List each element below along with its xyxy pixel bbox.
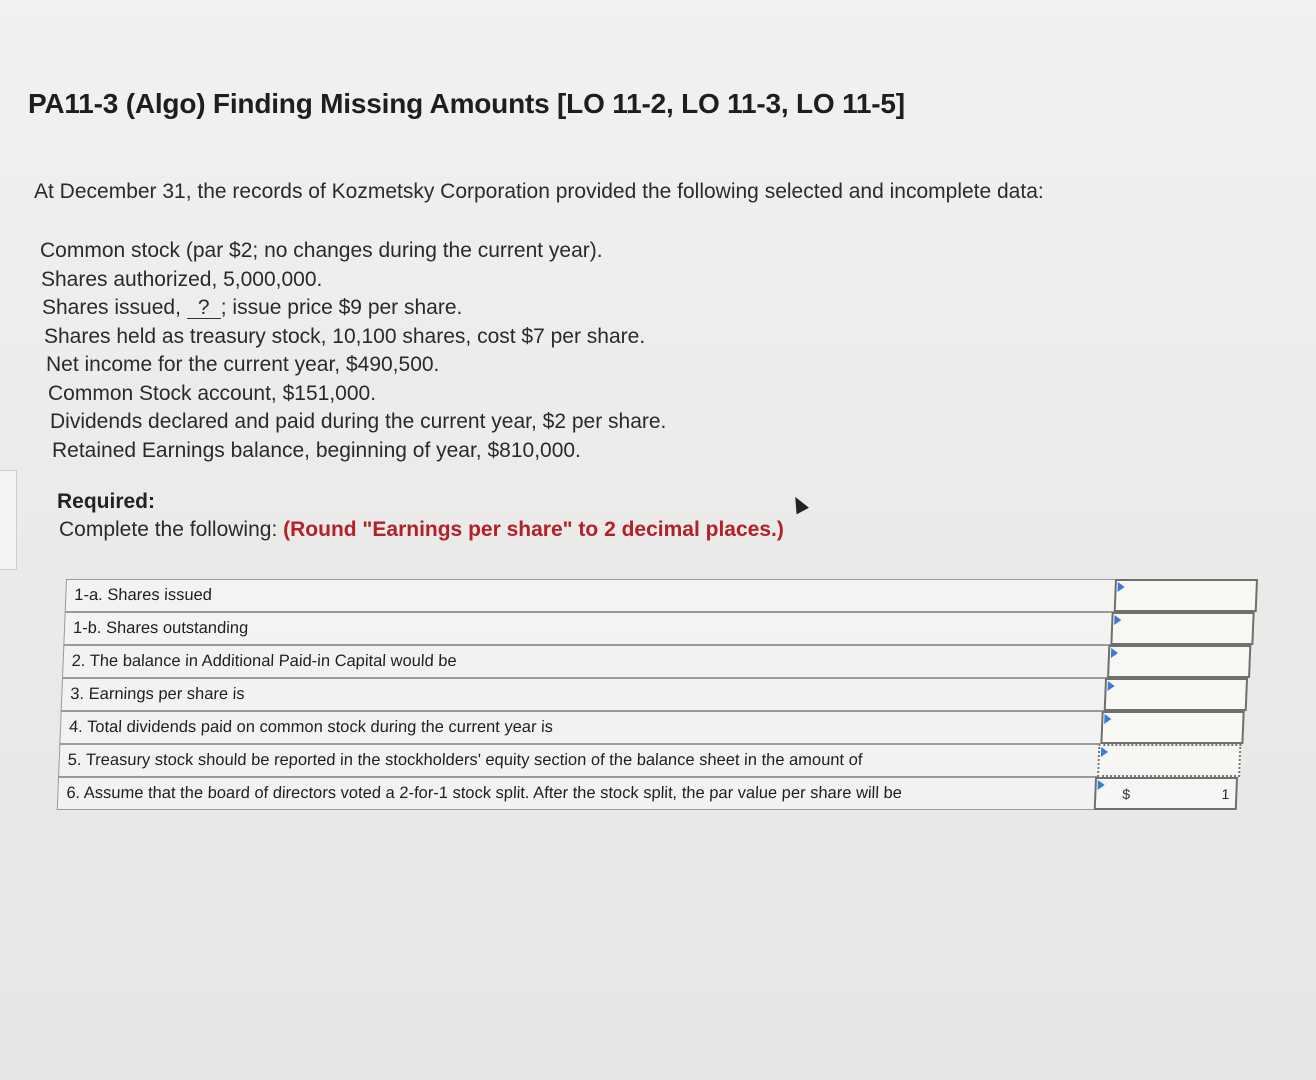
question-label-4: 4. Total dividends paid on common stock during the current year is xyxy=(59,711,1101,744)
problem-title: PA11-3 (Algo) Finding Missing Amounts [LO 11-2, LO 11-3, LO 11-5] xyxy=(28,88,905,119)
required-instructions xyxy=(59,518,784,542)
table-row-6 xyxy=(57,777,1238,810)
table-row-4 xyxy=(59,711,1244,744)
table-row-1b xyxy=(63,612,1254,645)
table-row-3 xyxy=(61,678,1248,711)
fact-shares-issued-label: Shares issued, xyxy=(42,296,187,319)
fact-common-stock: Common stock (par $2; no changes during the current year). xyxy=(40,239,603,262)
question-label-6: 6. Assume that the board of directors voted a 2-for-1 stock split. After the stock split, the par value per share will be xyxy=(57,777,1095,810)
fact-common-stock-account: Common Stock account, $151,000. xyxy=(48,381,377,405)
required-text: Complete the following: xyxy=(59,518,284,541)
question-label-2: 2. The balance in Additional Paid-in Capital would be xyxy=(62,645,1108,678)
answer-value-6: 1 xyxy=(1221,785,1230,802)
answer-input-treasury-stock[interactable] xyxy=(1097,744,1241,777)
answer-table xyxy=(57,579,1262,811)
fact-dividends: Dividends declared and paid during the current year, $2 per share. xyxy=(50,410,667,433)
fact-shares-issued xyxy=(42,294,666,323)
rounding-note: (Round "Earnings per share" to 2 decimal places.) xyxy=(283,518,784,541)
question-label-3: 3. Earnings per share is xyxy=(61,678,1105,711)
fact-treasury-stock: Shares held as treasury stock, 10,100 shares, cost $7 per share. xyxy=(44,324,646,348)
answer-input-dividends[interactable] xyxy=(1100,711,1244,744)
question-label-1a: 1-a. Shares issued xyxy=(65,579,1115,612)
fact-net-income: Net income for the current year, $490,500. xyxy=(46,353,440,376)
left-panel-edge xyxy=(0,470,17,570)
answer-input-eps[interactable] xyxy=(1104,678,1248,711)
question-label-5: 5. Treasury stock should be reported in the stockholders' equity section of the balance sheet in the amount of xyxy=(58,744,1098,777)
required-label: Required: xyxy=(57,490,156,513)
answer-input-apic[interactable] xyxy=(1107,645,1251,678)
answer-input-shares-outstanding[interactable] xyxy=(1110,612,1254,645)
question-label-1b: 1-b. Shares outstanding xyxy=(63,612,1111,645)
fact-retained-earnings: Retained Earnings balance, beginning of year, $810,000. xyxy=(52,438,581,462)
problem-intro: At December 31, the records of Kozmetsky Corporation provided the following selected and incomplete data: xyxy=(34,180,1044,203)
dollar-sign: $ xyxy=(1122,785,1131,802)
shares-issued-blank: ? xyxy=(187,298,221,319)
table-row-1a xyxy=(65,579,1258,612)
problem-facts-list xyxy=(40,237,666,465)
answer-input-par-value[interactable] xyxy=(1094,777,1238,810)
table-row-5 xyxy=(58,744,1241,777)
mouse-cursor-icon xyxy=(789,494,809,515)
answer-input-shares-issued[interactable] xyxy=(1114,579,1258,612)
fact-shares-issued-suffix: ; issue price $9 per share. xyxy=(220,296,463,319)
table-row-2 xyxy=(62,645,1251,678)
fact-shares-authorized: Shares authorized, 5,000,000. xyxy=(41,267,323,291)
